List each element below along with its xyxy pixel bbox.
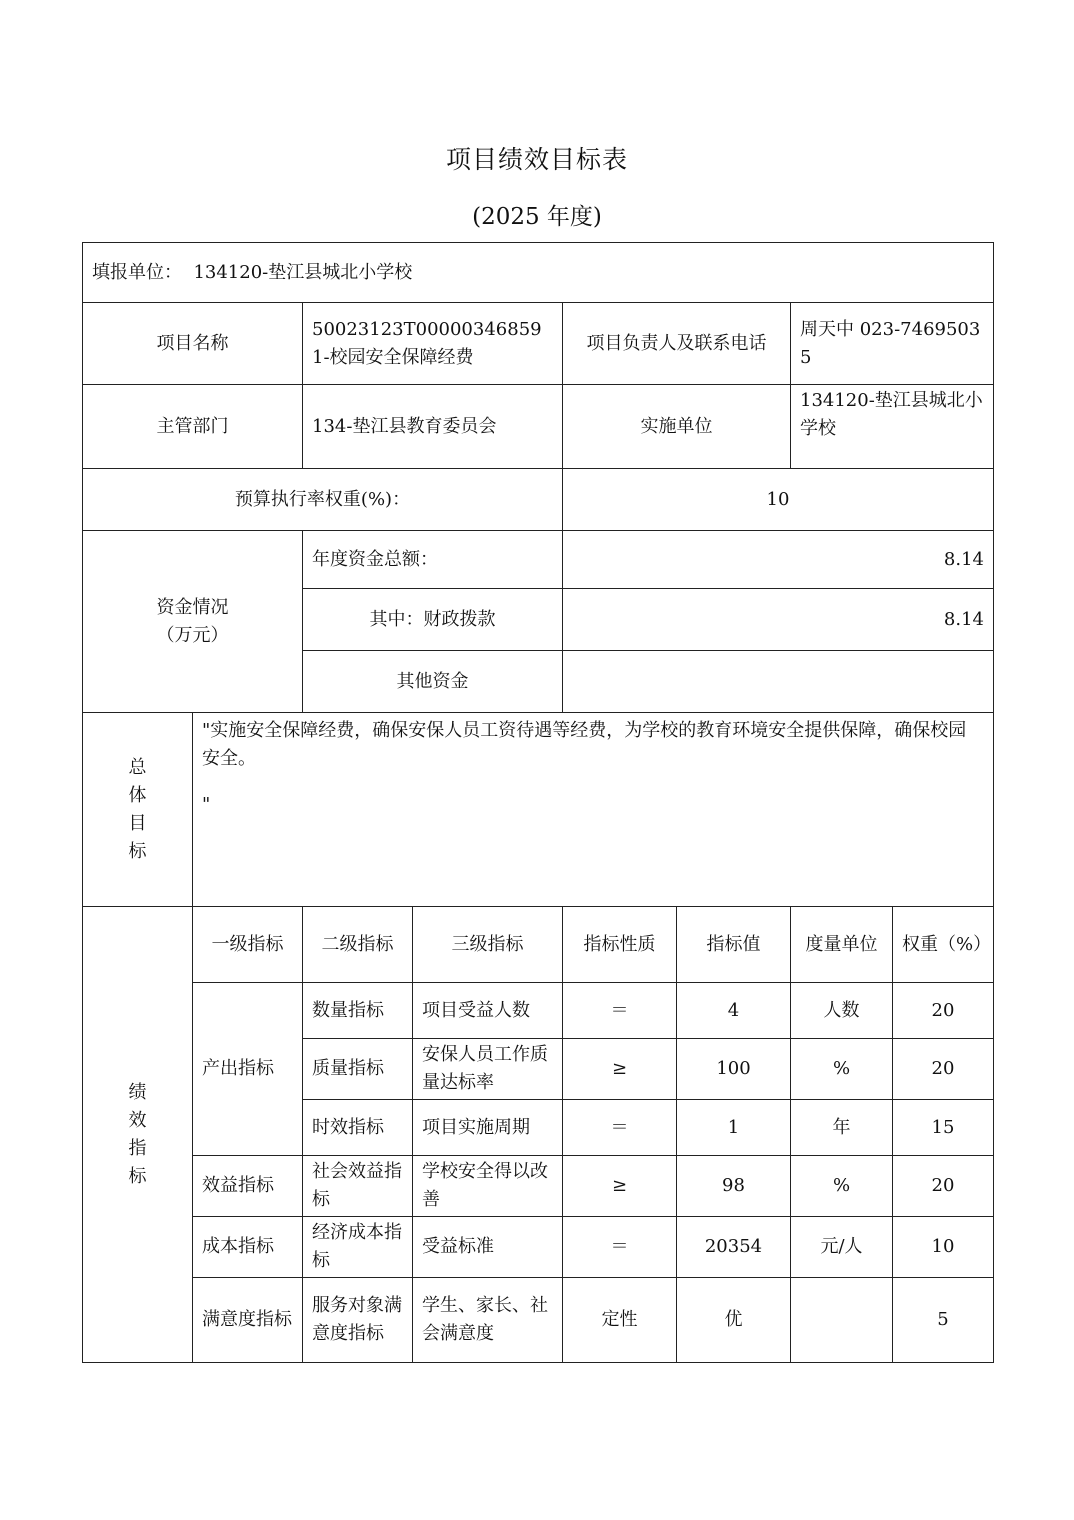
unit-cell: 人数 (791, 983, 893, 1039)
fiscal-label: 其中：财政拨款 (303, 589, 563, 651)
header-nature: 指标性质 (563, 907, 677, 983)
level2-cell: 服务对象满意度指标 (303, 1278, 413, 1363)
other-funds-value (563, 651, 994, 713)
funds-label-line1: 资金情况 (156, 596, 229, 618)
value-cell: 4 (677, 983, 791, 1039)
header-level1: 一级指标 (193, 907, 303, 983)
reporting-unit-cell (83, 243, 994, 303)
document-title: 项目绩效目标表 (445, 145, 628, 174)
level1-cell: 成本指标 (193, 1217, 303, 1278)
project-name-value: 50023123T000003468591-校园安全保障经费 (303, 303, 563, 385)
funds-label (83, 531, 303, 713)
nature-cell: ≥ (563, 1156, 677, 1217)
responsible-value: 周天中 023-74695035 (791, 303, 994, 385)
weight-cell: 20 (893, 1156, 994, 1217)
unit-cell: 年 (791, 1100, 893, 1156)
weight-cell: 20 (893, 1039, 994, 1100)
header-level3: 三级指标 (413, 907, 563, 983)
goal-close-quote: " (202, 794, 211, 815)
unit-cell (791, 1278, 893, 1363)
project-name-label: 项目名称 (83, 303, 303, 385)
nature-cell: ＝ (563, 983, 677, 1039)
header-level2: 二级指标 (303, 907, 413, 983)
value-cell: 20354 (677, 1217, 791, 1278)
value-cell: 优 (677, 1278, 791, 1363)
table-row (83, 983, 994, 1039)
overall-goal-label (83, 713, 193, 907)
budget-rate-label: 预算执行率权重(%)： (83, 469, 563, 531)
value-cell: 1 (677, 1100, 791, 1156)
header-weight: 权重（%） (893, 907, 994, 983)
output-group-label: 产出指标 (193, 983, 303, 1156)
header-value: 指标值 (677, 907, 791, 983)
department-value: 134-垫江县教育委员会 (303, 385, 563, 469)
implementer-value: 134120-垫江县城北小学校 (791, 385, 994, 469)
level3-cell: 学校安全得以改善 (413, 1156, 563, 1217)
department-label: 主管部门 (83, 385, 303, 469)
level2-cell: 社会效益指标 (303, 1156, 413, 1217)
nature-cell: ＝ (563, 1100, 677, 1156)
annual-total-label: 年度资金总额： (303, 531, 563, 589)
fiscal-value: 8.14 (563, 589, 994, 651)
nature-cell: 定性 (563, 1278, 677, 1363)
table-row (83, 1278, 994, 1363)
level1-cell: 效益指标 (193, 1156, 303, 1217)
weight-cell: 20 (893, 983, 994, 1039)
annual-total-value: 8.14 (563, 531, 994, 589)
header-unit: 度量单位 (791, 907, 893, 983)
responsible-label: 项目负责人及联系电话 (563, 303, 791, 385)
level3-cell: 项目实施周期 (413, 1100, 563, 1156)
level3-cell: 项目受益人数 (413, 983, 563, 1039)
budget-rate-value: 10 (563, 469, 994, 531)
nature-cell: ≥ (563, 1039, 677, 1100)
level2-cell: 质量指标 (303, 1039, 413, 1100)
level3-cell: 学生、家长、社会满意度 (413, 1278, 563, 1363)
value-cell: 98 (677, 1156, 791, 1217)
level3-cell: 安保人员工作质量达标率 (413, 1039, 563, 1100)
reporting-unit-label: 填报单位： (92, 261, 182, 283)
weight-cell: 5 (893, 1278, 994, 1363)
indicators-label-text: 绩 效 指 标 (128, 1081, 147, 1187)
level2-cell: 时效指标 (303, 1100, 413, 1156)
overall-goal-label-text: 总 体 目 标 (128, 756, 147, 862)
weight-cell: 10 (893, 1217, 994, 1278)
reporting-unit-value: 134120-垫江县城北小学校 (193, 261, 413, 283)
implementer-label: 实施单位 (563, 385, 791, 469)
level2-cell: 经济成本指标 (303, 1217, 413, 1278)
overall-goal-text (193, 713, 994, 907)
performance-target-table (82, 242, 994, 1363)
weight-cell: 15 (893, 1100, 994, 1156)
goal-text: "实施安全保障经费，确保安保人员工资待遇等经费，为学校的教育环境安全提供保障，确保校园安全。 (202, 720, 967, 769)
level3-cell: 受益标准 (413, 1217, 563, 1278)
nature-cell: ＝ (563, 1217, 677, 1278)
unit-cell: % (791, 1039, 893, 1100)
document-year: (2025 年度) (472, 204, 602, 230)
unit-cell: % (791, 1156, 893, 1217)
other-funds-label: 其他资金 (303, 651, 563, 713)
level1-cell: 满意度指标 (193, 1278, 303, 1363)
table-row (83, 1217, 994, 1278)
table-row (83, 1156, 994, 1217)
unit-cell: 元/人 (791, 1217, 893, 1278)
value-cell: 100 (677, 1039, 791, 1100)
level2-cell: 数量指标 (303, 983, 413, 1039)
funds-label-line2: （万元） (156, 624, 229, 646)
indicators-label (83, 907, 193, 1363)
